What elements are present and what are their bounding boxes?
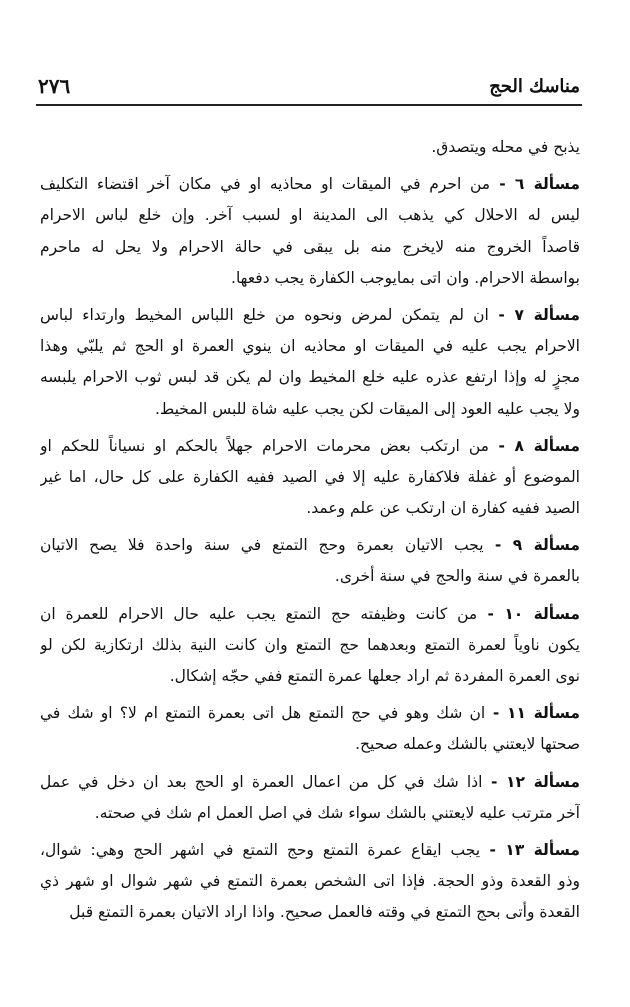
text-line <box>40 331 580 362</box>
line-text: يجب الاتيان بعمرة وحج التمتع في سنة واحدة فلا يصح الاتيان <box>40 536 484 555</box>
text-line <box>40 767 580 798</box>
line-text: آخر مترتب عليه لايعتني بالشك سواء شك في اصل العمل ام شك في صحته. <box>94 803 580 822</box>
line-text: قاصداً الخروج منه لايخرج منه بل يبقى في حالة الاحرام ولا يحل له ماحرم <box>40 237 580 256</box>
line-text: ان شك وهو في حج التمتع هل اتى بعمرة التمتع ام لا؟ او شك في <box>40 704 486 723</box>
text-line <box>40 493 580 524</box>
issue-label: مسألة ١١ - <box>485 704 580 723</box>
text-line <box>40 599 580 630</box>
line-text: اذا شك في كل من اعمال العمرة او الحج بعد ان دخل في عمل <box>40 772 483 791</box>
text-line <box>40 200 580 231</box>
issue-paragraph <box>40 169 580 294</box>
line-text: يذبح في محله ويتصدق. <box>431 138 580 156</box>
issue-paragraph <box>40 599 580 693</box>
line-text: الاحرام يجب عليه في الميقات او محاذيه ان ينوي العمرة او الحج ثم يلبّي وهذا <box>40 337 580 356</box>
line-text: مجزٍ له وإذا ارتفع عذره عليه خلع المخيط وان لم يكن قد لبس ثوب الاحرام يلبسه <box>40 368 580 387</box>
issue-label: مسألة ٧ - <box>488 305 580 324</box>
text-line <box>40 866 580 897</box>
issue-paragraph <box>40 300 580 425</box>
issue-label: مسألة ٨ - <box>488 436 580 455</box>
line-text: من احرم في الميقات او محاذيه او في مكان آخر اقتضاء التكليف <box>40 175 491 194</box>
text-line <box>40 835 580 866</box>
line-text: من كانت وظيفته حج التمتع يجب عليه حال الاحرام للعمرة ان <box>40 604 478 623</box>
text-line <box>40 132 580 163</box>
line-text: القعدة وأتى بحج التمتع في وقته فالعمل صحيح. واذا اراد الاتيان بعمرة التمتع قبل <box>69 903 580 922</box>
line-text: الموضوع أو غفلة فلاكفارة عليه إلا في الصيد ففيه الكفارة على كل حال، اما غير <box>40 467 580 486</box>
issue-label: مسألة ١٢ - <box>482 772 580 791</box>
line-text: صحتها لايعتني بالشك وعمله صحيح. <box>355 735 580 754</box>
text-line <box>40 431 580 462</box>
line-text: يكون ناوياً لعمرة التمتع وبعدهما حج التمتع وان كانت النية بذلك ارتكازية لكن لو <box>40 635 580 654</box>
page-number: ٢٧٦ <box>38 74 71 98</box>
line-text: ولا يجب عليه العود إلى الميقات لكن يجب عليه شاة للبس المخيط. <box>154 399 580 418</box>
text-line <box>40 897 580 928</box>
line-text: ليس له الاحلال كي يذهب الى المدينة او لسبب آخر. وإن خلع لباس الاحرام <box>40 206 580 225</box>
issue-label: مسألة ٦ - <box>490 175 580 194</box>
issue-paragraph <box>40 767 580 829</box>
line-text: بالعمرة في سنة والحج في سنة أخرى. <box>334 567 580 586</box>
line-text: ان لم يتمكن لمرض ونحوه من خلع اللباس المخيط وارتداء لباس <box>40 305 489 324</box>
header-rule <box>36 104 582 106</box>
issue-paragraph <box>40 698 580 760</box>
text-line <box>40 300 580 331</box>
issue-paragraph <box>40 835 580 929</box>
running-head <box>38 72 580 100</box>
text-line <box>40 169 580 200</box>
line-text: بواسطة الاحرام. وان اتى بمايوجب الكفارة يجب دفعها. <box>231 268 580 287</box>
text-line <box>40 362 580 393</box>
issue-label: مسألة ٩ - <box>483 536 580 555</box>
line-text: الصيد ففيه كفارة ان ارتكب عن علم وعمد. <box>306 499 580 518</box>
text-line <box>40 530 580 561</box>
issue-label: مسألة ١٣ - <box>480 840 580 859</box>
header-title: مناسك الحج <box>489 75 580 97</box>
text-line <box>40 394 580 425</box>
line-text: يجب ايقاع عمرة التمتع وحج التمتع في اشهر الحج وهي: شوال، <box>40 840 481 859</box>
text-line <box>40 263 580 294</box>
text-line <box>40 798 580 829</box>
text-line <box>40 232 580 263</box>
issue-label: مسألة ١٠ - <box>477 604 580 623</box>
text-line <box>40 630 580 661</box>
issue-paragraph <box>40 431 580 525</box>
text-line <box>40 462 580 493</box>
paragraph-continuation <box>40 132 580 163</box>
text-line <box>40 698 580 729</box>
text-line <box>40 729 580 760</box>
text-line <box>40 561 580 592</box>
issue-paragraph <box>40 530 580 592</box>
line-text: من ارتكب بعض محرمات الاحرام جهلاً بالحكم او نسياناً للحكم او <box>40 436 489 455</box>
body-text <box>40 132 580 929</box>
line-text: وذو القعدة وذو الحجة. فإذا اتى الشخص بعمرة التمتع في شهر شوال او شهر ذي <box>40 872 580 891</box>
line-text: نوى العمرة المفردة ثم اراد جعلها عمرة التمتع ففي حجّه إشكال. <box>169 667 580 685</box>
text-line <box>40 661 580 692</box>
